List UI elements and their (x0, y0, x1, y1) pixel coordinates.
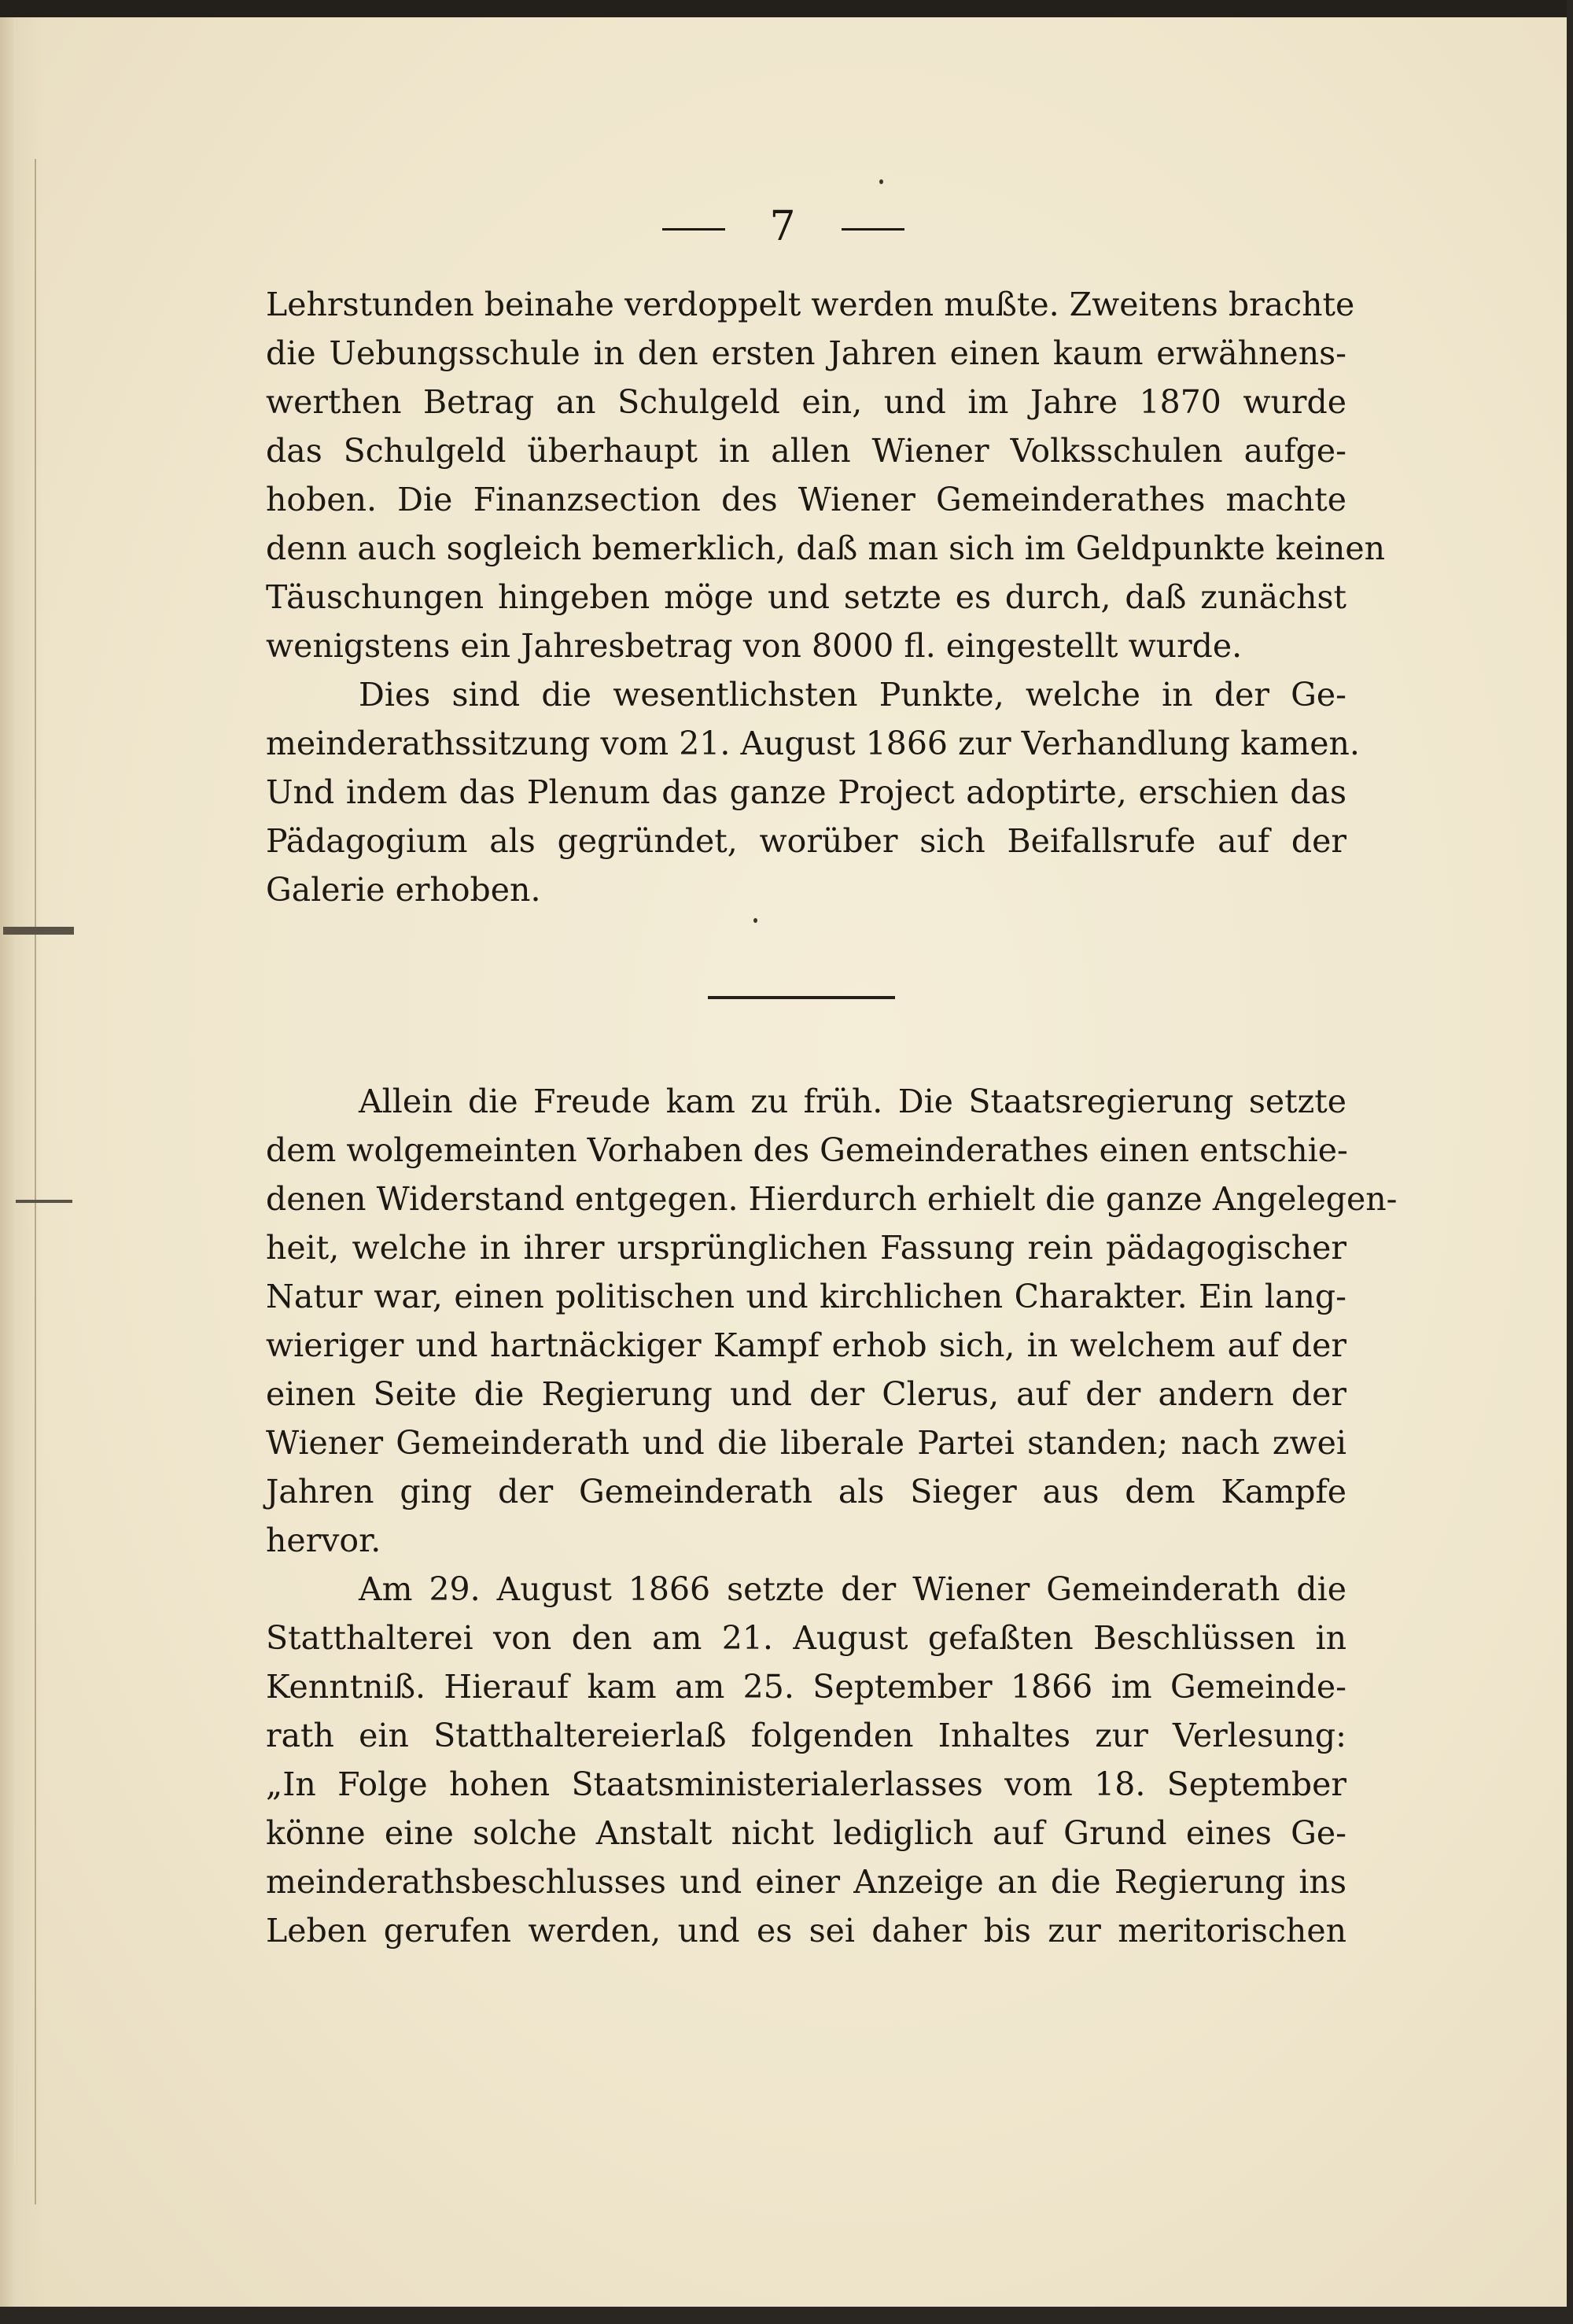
text-line: wieriger und hartnäckiger Kampf erhob sich, in welchem auf der (266, 1326, 1346, 1364)
page-number: 7 (769, 203, 798, 250)
text-line: Galerie erhoben. (266, 871, 541, 909)
print-speck (879, 179, 883, 184)
page-header (0, 203, 1567, 250)
text-line: rath ein Statthaltereierlaß folgenden Inhaltes zur Verlesung: (266, 1717, 1346, 1754)
section-separator-rule (708, 996, 895, 999)
header-dash-left (662, 228, 725, 231)
text-line: Pädagogium als gegründet, worüber sich Beifallsrufe auf der (266, 822, 1346, 860)
text-line: die Uebungsschule in den ersten Jahren einen kaum erwähnens- (266, 334, 1346, 372)
text-line: denen Widerstand entgegen. Hierdurch erhielt die ganze Angelegen- (266, 1180, 1398, 1218)
text-line: Und indem das Plenum das ganze Project adoptirte, erschien das (266, 773, 1346, 811)
paragraph-2 (266, 670, 1360, 914)
text-line: hervor. (266, 1522, 381, 1559)
binding-fold-line (35, 159, 36, 2204)
text-line: Kenntniß. Hierauf kam am 25. September 1866 im Gemeinde- (266, 1668, 1346, 1706)
paragraph-4 (266, 1565, 1346, 1955)
text-line: Täuschungen hingeben möge und setzte es durch, daß zunächst (266, 578, 1346, 616)
page-gutter-shadow (0, 17, 44, 2307)
text-line: wenigstens ein Jahresbetrag von 8000 fl. eingestellt wurde. (266, 627, 1243, 665)
text-line: könne eine solche Anstalt nicht lediglich auf Grund eines Ge- (266, 1814, 1346, 1852)
text-line: meinderathsbeschlusses und einer Anzeige an die Regierung ins (266, 1863, 1346, 1901)
binding-thread-mark (3, 927, 74, 935)
text-line: Leben gerufen werden, und es sei daher bis zur meritorischen (266, 1912, 1346, 1950)
text-line: das Schulgeld überhaupt in allen Wiener Volksschulen aufge- (266, 432, 1346, 470)
text-line: Dies sind die wesentlichsten Punkte, welche in der Ge- (359, 676, 1346, 714)
text-line: heit, welche in ihrer ursprünglichen Fassung rein pädagogischer (266, 1229, 1346, 1267)
text-line: Natur war, einen politischen und kirchlichen Charakter. Ein lang- (266, 1278, 1346, 1315)
header-dash-right (842, 228, 904, 231)
text-line: „In Folge hohen Staatsministerialerlasses vom 18. September (266, 1765, 1346, 1803)
text-line: Allein die Freude kam zu früh. Die Staatsregierung setzte (359, 1083, 1346, 1120)
text-line: Jahren ging der Gemeinderath als Sieger aus dem Kampfe (266, 1473, 1346, 1511)
print-speck (753, 918, 757, 923)
text-line: Lehrstunden beinahe verdoppelt werden mußte. Zweitens brachte (266, 286, 1355, 323)
text-line: Statthalterei von den am 21. August gefaßten Beschlüssen in (266, 1619, 1346, 1657)
text-line: hoben. Die Finanzsection des Wiener Gemeinderathes machte (266, 481, 1346, 518)
binding-thread-mark (16, 1200, 72, 1203)
text-line: Am 29. August 1866 setzte der Wiener Gemeinderath die (359, 1570, 1346, 1608)
text-line: denn auch sogleich bemerklich, daß man sich im Geldpunkte keinen (266, 529, 1386, 567)
text-line: werthen Betrag an Schulgeld ein, und im Jahre 1870 wurde (266, 383, 1346, 421)
paragraph-1 (266, 280, 1386, 670)
text-line: meinderathssitzung vom 21. August 1866 zur Verhandlung kamen. (266, 725, 1360, 762)
text-line: Wiener Gemeinderath und die liberale Partei standen; nach zwei (266, 1424, 1346, 1462)
text-line: dem wolgemeinten Vorhaben des Gemeinderathes einen entschie- (266, 1131, 1348, 1169)
text-line: einen Seite die Regierung und der Clerus, auf der andern der (266, 1375, 1346, 1413)
paragraph-3 (266, 1077, 1398, 1565)
